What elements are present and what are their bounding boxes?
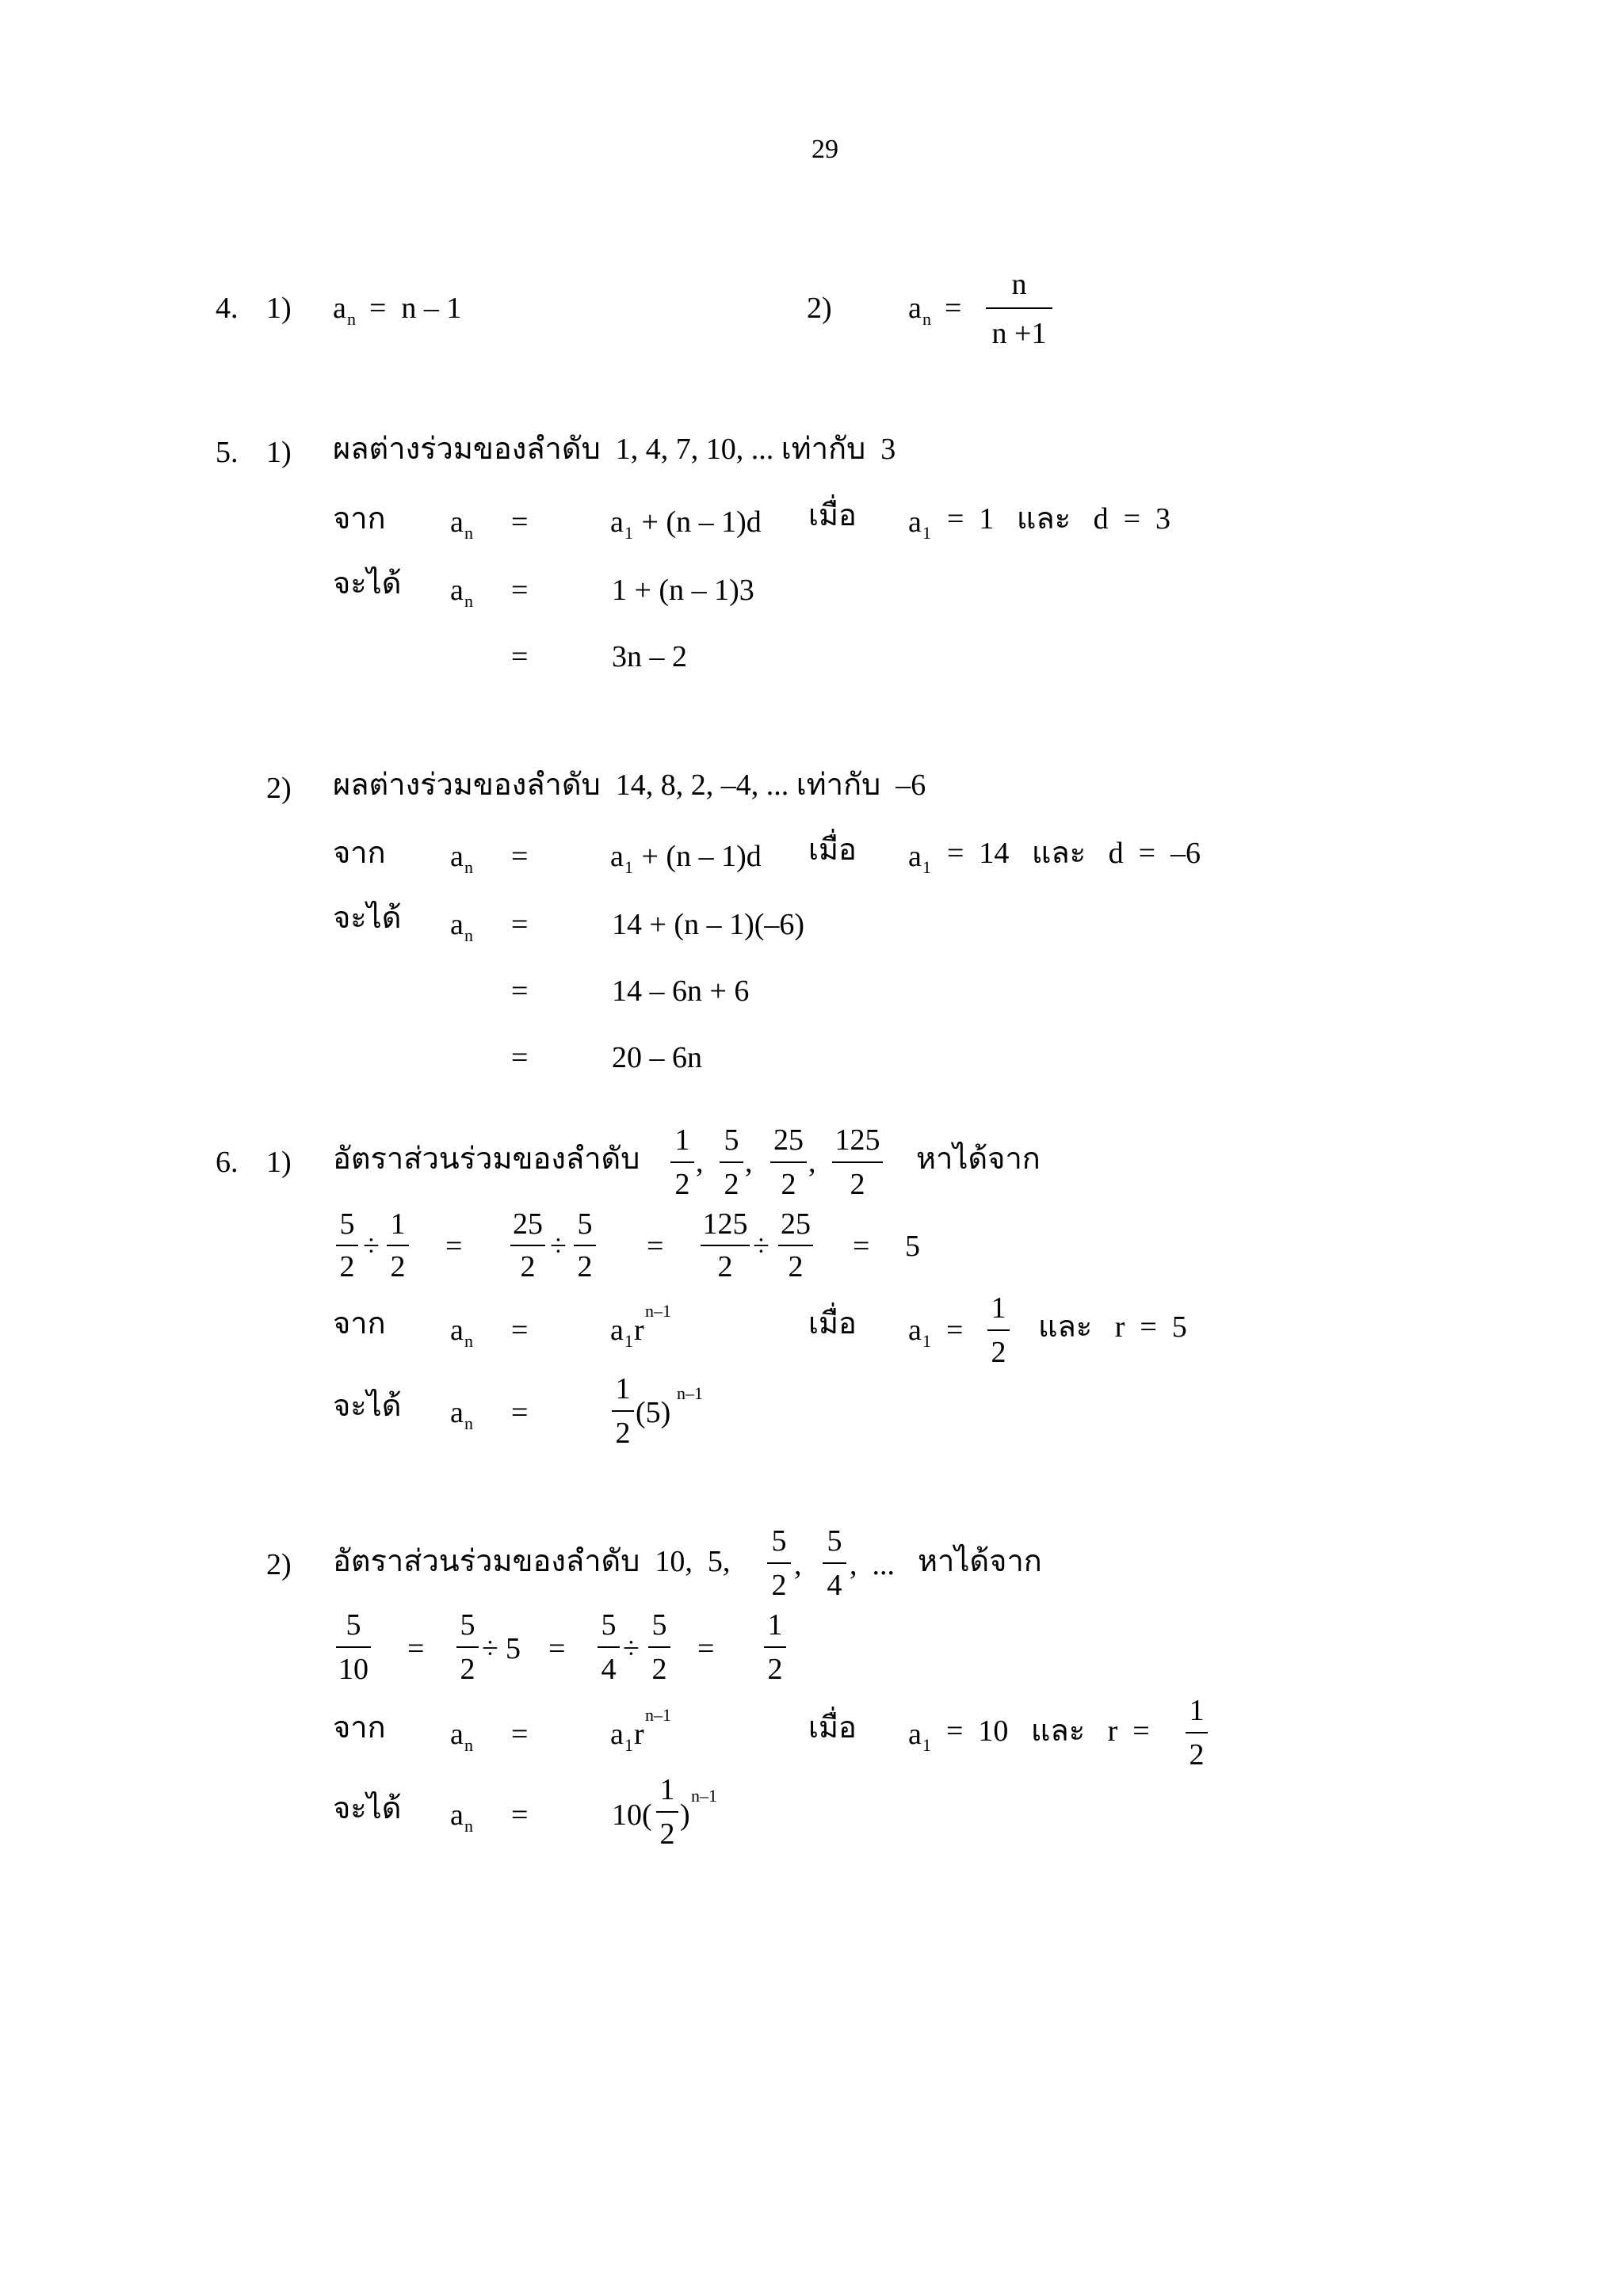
q6-part2-result-frac-den: 2 [659, 1817, 675, 1851]
q5-part2-cond-sub: 1 [922, 857, 931, 877]
q5-part1-formula-a: a [610, 505, 624, 539]
q6-part1-seq-num-1: 1 [674, 1123, 690, 1157]
q4-part1-sub: n [347, 309, 356, 329]
q5-part2-step2: 14 – 6n + 6 [612, 974, 750, 1008]
q4-part1-expr: = n – 1 [369, 292, 462, 325]
q6-part2-from: จาก [333, 1711, 386, 1745]
q5-part2-formula-a: a [610, 840, 624, 873]
q6-part2-get: จะได้ [333, 1792, 402, 1825]
q6-part1-ratio-eq1: = [445, 1230, 463, 1263]
q6-part2-formula-a: a [610, 1718, 624, 1751]
q6-part2-formula-sup: n–1 [645, 1705, 671, 1725]
q6-part1-ratio-f3-den: 2 [520, 1250, 536, 1283]
q6-part1-eq1: = [511, 1314, 529, 1347]
q6-part2-result-frac [656, 1775, 678, 1849]
q4-part2-a: a [908, 292, 922, 325]
q6-part1-seq-comma-2: , [745, 1146, 753, 1179]
q5-part2-eq4: = [511, 1041, 529, 1074]
q6-part2-seq-den-2: 4 [827, 1569, 842, 1602]
q4-part2-fraction [986, 269, 1052, 349]
q6-part2-ratio-f3-num: 5 [601, 1608, 617, 1642]
q6-part1-find: หาได้จาก [916, 1142, 1041, 1176]
q4-part2-frac-den: n +1 [991, 317, 1047, 350]
q6-part2-seq-num-1: 5 [771, 1524, 787, 1558]
q6-part2-find: หาได้จาก [918, 1545, 1042, 1578]
q6-part2-formula-sub: 1 [624, 1735, 633, 1755]
q5-part2-formula-rest: + (n – 1)d [634, 840, 762, 873]
q6-part2-ratio-f3-bar [598, 1646, 620, 1648]
q5-part2-cond-a: a [908, 840, 922, 873]
q6-part1-cond-frac-bar [987, 1329, 1010, 1331]
q6-part2-cond-frac-den: 2 [1189, 1738, 1205, 1772]
q6-part2-cond-frac-num: 1 [1189, 1694, 1205, 1727]
q6-part2-ratio-f4-bar [648, 1646, 670, 1648]
q6-part1-ratio-f5 [701, 1209, 750, 1282]
q5-part1-a2-sub: n [464, 591, 473, 611]
q6-part1-label: 1) [266, 1146, 292, 1179]
q5-part2-eq1: = [511, 840, 529, 873]
q6-part2-seq-bar-1 [767, 1562, 791, 1564]
q4-part2-label: 2) [807, 292, 832, 325]
q6-part1-seq-comma-3: , [808, 1146, 816, 1179]
q6-part1-ratio-f6-num: 25 [781, 1207, 811, 1241]
q6-part2-result-frac-num: 1 [659, 1773, 675, 1806]
q6-part1-seq-term-4 [832, 1125, 883, 1199]
q4-part2-eq: = [945, 292, 962, 325]
q6-part2-a2-sub: n [464, 1816, 473, 1836]
q4-part1-label: 1) [266, 292, 292, 325]
q6-part1-ratio-div1: ÷ [363, 1230, 380, 1263]
q6-part1-seq-den-2: 2 [724, 1168, 739, 1201]
q5-part1-cond-sub: 1 [922, 523, 931, 543]
q6-part1-ratio-f4-bar [574, 1245, 596, 1246]
q6-part1-seq-num-2: 5 [724, 1123, 739, 1157]
q6-part2-cond-frac [1186, 1695, 1208, 1770]
q6-part2-ratio-f1-den: 10 [338, 1653, 369, 1686]
q5-part1-get: จะได้ [333, 567, 402, 601]
q6-part1-ratio-f1-den: 2 [339, 1250, 355, 1283]
q6-part2-ratio-eq1: = [407, 1632, 425, 1665]
q6-part1-cond-frac-num: 1 [991, 1291, 1006, 1325]
q5-part2-get: จะได้ [333, 902, 402, 935]
q6-part1-seq-bar-4 [832, 1161, 883, 1163]
q6-part2-ratio-f1 [336, 1610, 371, 1684]
q6-part2-ratio-div1: ÷ [482, 1632, 498, 1665]
q5-part1-label: 1) [266, 436, 292, 469]
q6-part2-ratio-div2: ÷ [623, 1632, 640, 1665]
q4-part2-sub: n [922, 309, 931, 329]
q6-part2-eq2: = [511, 1798, 529, 1832]
q5-part2-eq3: = [511, 974, 529, 1008]
q5-part1-a2: a [450, 574, 464, 607]
q6-part2-seq-tail: , ... [850, 1548, 895, 1581]
q6-part1-ratio-f5-num: 125 [702, 1207, 748, 1241]
q6-part2-ratio-result-den: 2 [767, 1653, 783, 1686]
q6-part2-label: 2) [266, 1548, 292, 1581]
q6-part1-result-sup: n–1 [677, 1383, 703, 1403]
q6-part2-seq-term-1 [767, 1526, 791, 1600]
q6-part2-ratio-result-bar [764, 1646, 786, 1648]
q6-part1-formula-a: a [610, 1314, 624, 1347]
q6-part2-result-pre: 10( [612, 1798, 652, 1832]
q6-part2-ratio-five: 5 [506, 1632, 521, 1665]
q6-part1-result-frac-num: 1 [615, 1372, 631, 1405]
q6-part1-ratio-f2-den: 2 [390, 1250, 406, 1283]
q6-part2-ratio-f1-num: 5 [346, 1608, 361, 1642]
q5-part2-intro: ผลต่างร่วมของลำดับ 14, 8, 2, –4, ... เท่ากับ –6 [333, 769, 926, 802]
q5-part1-eq1: = [511, 505, 529, 539]
q6-part2-ratio-f2-num: 5 [460, 1608, 475, 1642]
q6-part1-a-sub: n [464, 1331, 473, 1351]
q6-part1-a: a [450, 1314, 464, 1347]
q6-part1-cond-frac [987, 1293, 1010, 1367]
q6-part1-ratio-f2-bar [387, 1245, 409, 1246]
q6-part2-cond-sub: 1 [922, 1735, 931, 1755]
q6-part1-seq-term-2 [720, 1125, 743, 1199]
q6-part1-cond-rest: และ r = 5 [1038, 1310, 1187, 1344]
q5-part1-formula-rest: + (n – 1)d [634, 505, 762, 539]
q6-part2-seq-bar-2 [823, 1562, 846, 1564]
q6-part1-get: จะได้ [333, 1390, 402, 1423]
q6-part1-ratio-f4 [574, 1209, 596, 1282]
q6-part1-ratio-f3-bar [510, 1245, 545, 1246]
q6-part1-ratio-f1-bar [336, 1245, 358, 1246]
q6-part1-from: จาก [333, 1307, 386, 1341]
q6-part1-seq-bar-1 [670, 1161, 694, 1163]
q5-part2-a2: a [450, 908, 464, 941]
q6-part1-seq-den-4: 2 [850, 1168, 865, 1201]
q6-part2-result-frac-bar [656, 1811, 678, 1813]
q5-part2-when: เมื่อ [808, 833, 857, 867]
q4-part1-a: a [333, 292, 346, 325]
q4-number: 4. [216, 292, 239, 325]
q5-part2-eq2: = [511, 908, 529, 941]
q6-part2-intro: อัตราส่วนร่วมของลำดับ 10, 5, [333, 1545, 731, 1578]
q5-part2-cond-rest: = 14 และ d = –6 [932, 837, 1201, 870]
q5-part1-cond-a: a [908, 505, 922, 539]
q6-part1-cond-a: a [908, 1314, 922, 1347]
q6-part1-result-frac-bar [612, 1410, 634, 1412]
q6-part2-seq-comma-1: , [794, 1548, 802, 1581]
q6-part1-ratio-f2-num: 1 [390, 1207, 406, 1241]
q5-part2-step1: 14 + (n – 1)(–6) [612, 908, 805, 941]
page-number: 29 [812, 135, 838, 164]
q5-part1-from: จาก [333, 502, 386, 536]
q6-part1-ratio-f6-den: 2 [788, 1250, 804, 1283]
q5-part1-intro: ผลต่างร่วมของลำดับ 1, 4, 7, 10, ... เท่ากับ 3 [333, 433, 896, 466]
q6-part1-result-frac [612, 1374, 634, 1448]
q6-part2-eq1: = [511, 1718, 529, 1751]
q6-part2-result-sup: n–1 [691, 1786, 717, 1806]
q6-part1-ratio-f4-den: 2 [577, 1250, 593, 1283]
q6-part1-ratio-result: 5 [905, 1230, 920, 1263]
q5-number: 5. [216, 436, 239, 469]
q6-part1-ratio-f5-den: 2 [717, 1250, 733, 1283]
q6-part1-a2-sub: n [464, 1413, 473, 1433]
q6-part2-seq-term-2 [823, 1526, 846, 1600]
q6-part2-ratio-result [764, 1610, 786, 1684]
q6-part2-a2: a [450, 1798, 464, 1832]
q6-part1-when: เมื่อ [808, 1307, 857, 1341]
q5-part1-step1: 1 + (n – 1)3 [612, 574, 754, 607]
q5-part2-from: จาก [333, 837, 386, 870]
q6-part2-formula-r: r [634, 1718, 644, 1751]
q6-part1-ratio-div2: ÷ [550, 1230, 567, 1263]
q6-part2-when: เมื่อ [808, 1711, 857, 1745]
q6-part2-cond-a: a [908, 1718, 922, 1751]
q5-part1-eq2: = [511, 574, 529, 607]
q5-part2-a: a [450, 840, 464, 873]
q5-part2-a-sub: n [464, 857, 473, 877]
q5-part1-cond-rest: = 1 และ d = 3 [932, 502, 1171, 536]
q6-part1-seq-num-4: 125 [834, 1123, 880, 1157]
q6-part2-ratio-f1-bar [336, 1646, 371, 1648]
q6-part2-seq-den-1: 2 [771, 1569, 787, 1602]
q6-part1-a2: a [450, 1396, 464, 1429]
q6-part2-ratio-f2 [456, 1610, 479, 1684]
q4-part2-frac-num: n [1011, 268, 1027, 301]
q6-part1-seq-num-3: 25 [773, 1123, 804, 1157]
q6-part1-ratio-f1 [336, 1209, 358, 1282]
q6-part2-ratio-f3 [598, 1610, 620, 1684]
q6-part1-result-frac-den: 2 [615, 1417, 631, 1450]
q6-part1-ratio-eq3: = [853, 1230, 870, 1263]
q5-part1-step2: 3n – 2 [612, 640, 687, 673]
q6-part1-intro: อัตราส่วนร่วมของลำดับ [333, 1142, 640, 1176]
q6-part2-cond-frac-bar [1186, 1732, 1208, 1733]
q4-part2-frac-bar [986, 307, 1052, 309]
q6-part1-formula-sup: n–1 [645, 1301, 671, 1321]
q5-part2-a2-sub: n [464, 925, 473, 945]
q6-part2-ratio-f4 [648, 1610, 670, 1684]
q6-part1-seq-den-1: 2 [674, 1168, 690, 1201]
q6-part1-cond-sub: 1 [922, 1331, 931, 1351]
q6-part1-ratio-f5-bar [701, 1245, 750, 1246]
q5-part1-a: a [450, 505, 464, 539]
q6-part1-seq-term-1 [670, 1125, 694, 1199]
q6-part1-ratio-f3-num: 25 [513, 1207, 543, 1241]
q6-part1-formula-r: r [634, 1314, 644, 1347]
q6-part1-ratio-eq2: = [647, 1230, 664, 1263]
q6-part2-a: a [450, 1718, 464, 1751]
q6-part1-seq-term-3 [770, 1125, 807, 1199]
q6-part1-ratio-f3 [510, 1209, 545, 1282]
q6-part1-result-base: (5) [636, 1396, 671, 1429]
q6-part1-ratio-f2 [387, 1209, 409, 1282]
q6-part2-ratio-f2-bar [456, 1646, 479, 1648]
q6-part1-ratio-f6 [778, 1209, 813, 1282]
q6-part2-cond-rest: = 10 และ r = [946, 1714, 1150, 1748]
q6-part1-formula-sub: 1 [624, 1331, 633, 1351]
q6-part1-cond-frac-den: 2 [991, 1336, 1006, 1369]
q6-part2-ratio-f4-den: 2 [651, 1653, 667, 1686]
q6-part1-cond-eq: = [946, 1314, 964, 1347]
q6-part2-seq-num-2: 5 [827, 1524, 842, 1558]
q6-part1-seq-den-3: 2 [781, 1168, 796, 1201]
q5-part1-a-sub: n [464, 523, 473, 543]
q6-part1-seq-comma-1: , [696, 1146, 704, 1179]
q6-part1-ratio-f1-num: 5 [339, 1207, 355, 1241]
q6-part1-ratio-f4-num: 5 [577, 1207, 593, 1241]
q6-part1-eq2: = [511, 1396, 529, 1429]
q6-part1-ratio-div3: ÷ [753, 1230, 769, 1263]
q6-part2-result-post: ) [680, 1798, 690, 1832]
q6-part1-seq-bar-2 [720, 1161, 743, 1163]
q6-part2-ratio-eq3: = [697, 1632, 715, 1665]
q6-number: 6. [216, 1146, 239, 1179]
q6-part2-ratio-result-num: 1 [767, 1608, 783, 1642]
q5-part1-when: เมื่อ [808, 499, 857, 532]
q6-part1-ratio-f6-bar [778, 1245, 813, 1246]
q6-part1-seq-bar-3 [770, 1161, 807, 1163]
q6-part2-ratio-f2-den: 2 [460, 1653, 475, 1686]
q5-part2-label: 2) [266, 772, 292, 805]
q5-part1-eq3: = [511, 640, 529, 673]
q6-part2-ratio-f3-den: 4 [601, 1653, 617, 1686]
q6-part2-ratio-eq2: = [548, 1632, 566, 1665]
q6-part2-ratio-f4-num: 5 [651, 1608, 667, 1642]
q6-part2-a-sub: n [464, 1735, 473, 1755]
q5-part2-step3: 20 – 6n [612, 1041, 702, 1074]
q5-part1-formula-sub: 1 [624, 523, 633, 543]
q5-part2-formula-sub: 1 [624, 857, 633, 877]
